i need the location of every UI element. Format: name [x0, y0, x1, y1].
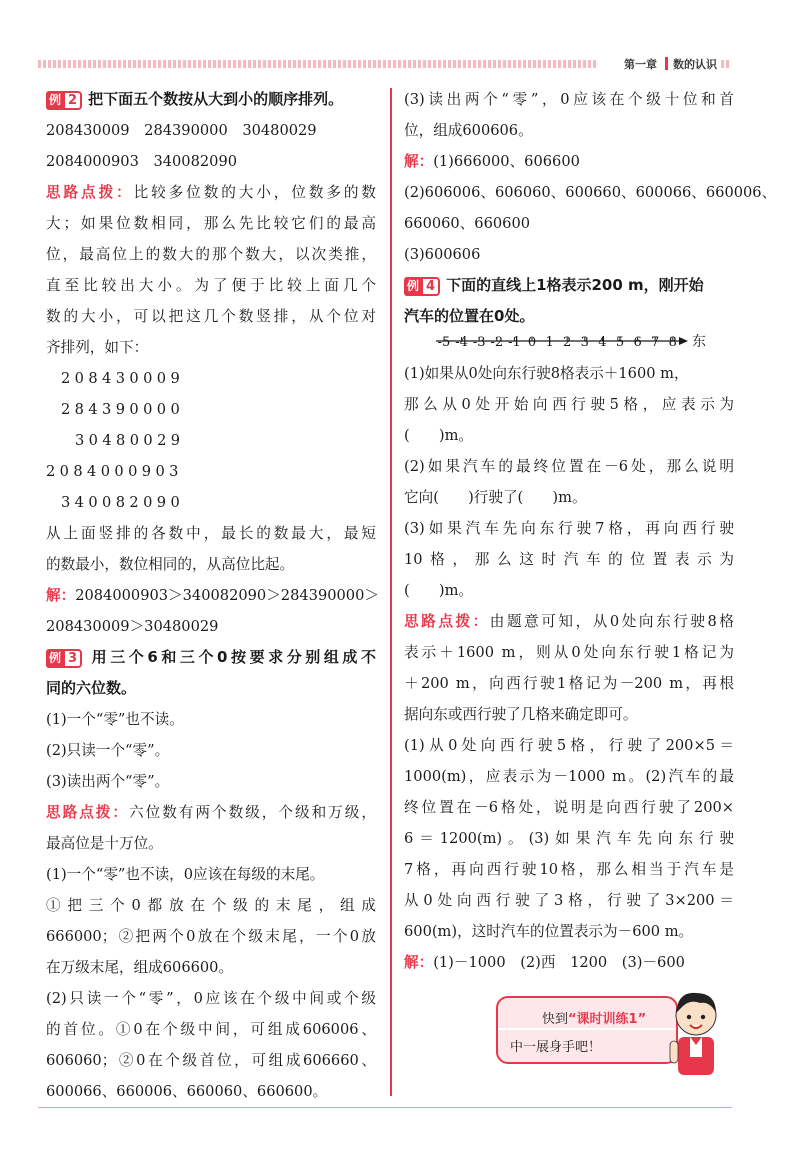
callout-line-2: 中一展身手吧！: [510, 1040, 602, 1055]
answer-label: 解：: [46, 587, 76, 604]
column-number: 2084000903: [46, 463, 183, 480]
tick-label: 7: [651, 335, 660, 350]
hint-line: 7格，再向西行驶10格，那么相当于汽车是: [404, 861, 734, 878]
tick-label: 6: [633, 335, 642, 350]
answer-line: 208430009＞30480029: [46, 618, 219, 635]
answer-line: 解：2084000903＞340082090＞284390000＞: [46, 587, 379, 604]
tick-label: -5: [437, 335, 451, 350]
hint-line: 据向东或西行驶了几格来确定即可。: [404, 706, 638, 723]
header-band: [38, 60, 598, 68]
callout-line-1: 快到“课时训练1”: [542, 1012, 647, 1027]
header-separator: [665, 57, 668, 70]
hint-line: 思路点拨：六位数有两个数级，个级和万级，: [46, 804, 376, 821]
requirement-line: (3)读出两个“零”。: [46, 773, 170, 790]
question-line: (1)如果从0处向东行驶8格表示＋1600 m，: [404, 365, 689, 382]
example-badge: 例 2: [46, 90, 82, 109]
answer-line: 解：(1)－1000 (2)西 1200 (3)－600: [404, 954, 685, 971]
question-line: (2)如果汽车的最终位置在－6处，那么说明: [404, 458, 734, 475]
hint-line: 从0处向西行驶了3格，行驶了3×200＝: [404, 892, 734, 909]
hint-line: 直至比较出大小。为了便于比较上面几个: [46, 277, 376, 294]
answer-label: 解：: [404, 954, 434, 971]
hint-label: 思路点拨：: [46, 184, 134, 201]
answer-line: (2)606006、606060、600660、600066、660006、: [404, 184, 777, 201]
example-4-title: 例 4 下面的直线上1格表示200 m，刚开始: [404, 270, 734, 301]
tick-label: -4: [455, 335, 468, 350]
hint-line: ＋200 m，向西行驶1格记为－200 m，再根: [404, 675, 734, 692]
tick-label: 2: [563, 335, 572, 350]
hint-line: 齐排列，如下：: [46, 339, 149, 356]
column-number: 340082090: [61, 494, 185, 511]
answer-line: 解：(1)666000、606600: [404, 153, 580, 170]
text-line: (3)读出两个“零”，0应该在个级十位和首: [404, 91, 734, 108]
hint-line: 的首位。①0在个级中间，可组成606006、: [46, 1021, 376, 1038]
example-badge: 例 4: [404, 276, 440, 295]
tick-label: -1: [508, 335, 521, 350]
example-3-title: 例 3 用三个6和三个0按要求分别组成不: [46, 642, 376, 673]
tick-label: 1: [545, 335, 554, 350]
hint-line: 思路点拨：由题意可知，从0处向东行驶8格: [404, 613, 734, 630]
question-line: ( )m。: [404, 427, 474, 444]
tick-label: -2: [490, 335, 504, 350]
hint-line: 在万级末尾，组成606600。: [46, 959, 234, 976]
question-line: ( )m。: [404, 582, 474, 599]
hint-line: 6＝1200(m)。(3)如果汽车先向东行驶: [404, 830, 734, 847]
numbers-line: 208430009 284390000 30480029: [46, 122, 317, 139]
practice-callout: [496, 996, 678, 1064]
hint-line: 600(m)，这时汽车的位置表示为－600 m。: [404, 923, 694, 940]
tick-label: 5: [615, 335, 625, 350]
arrow-head: [679, 337, 688, 345]
explanation-line: 的数最小，数位相同的，从高位比起。: [46, 556, 295, 573]
number-line: [404, 332, 734, 358]
hint-line: (1)一个“零”也不读，0应该在每级的末尾。: [46, 866, 325, 883]
hint-label: 思路点拨：: [404, 613, 490, 630]
question-line: 那么从0处开始向西行驶5格，应表示为: [404, 396, 734, 413]
chapter-label: 第一章: [624, 58, 657, 71]
example-2-title: 例 2 把下面五个数按从大到小的顺序排列。: [46, 84, 376, 115]
right-column: [404, 84, 777, 978]
hint-line: 606060；②0在个级首位，可组成606660、: [46, 1052, 376, 1069]
numbers-line: 2084000903 340082090: [46, 153, 238, 170]
column-number: 284390000: [61, 401, 185, 418]
tick-label: 0: [527, 335, 537, 350]
hint-line: ①把三个0都放在个级的末尾，组成: [46, 897, 376, 914]
tick-label: 4: [598, 335, 607, 350]
hint-line: 终位置在－6格处，说明是向西行驶了200×: [404, 799, 734, 816]
hint-line: (2)只读一个“零”，0应该在个级中间或个级: [46, 990, 376, 1007]
hint-line: 表示＋1600 m，则从0处向东行驶1格记为: [404, 644, 734, 661]
hint-line: 600066、660006、660060、660600。: [46, 1083, 328, 1100]
header-band-end: [721, 60, 731, 68]
column-divider: [390, 88, 392, 1096]
question-line: (3)如果汽车先向东行驶7格，再向西行驶: [404, 520, 734, 537]
requirement-line: (1)一个“零”也不读。: [46, 711, 184, 728]
example-3-title: 同的六位数。: [46, 679, 137, 697]
left-column: [46, 84, 379, 1107]
section-label: 数的认识: [673, 58, 717, 71]
callout-divider: [498, 1028, 676, 1030]
text-line: 位，组成600606。: [404, 122, 533, 139]
hint-line: 数的大小，可以把这几个数竖排，从个位对: [46, 308, 376, 325]
question-line: 10格，那么这时汽车的位置表示为: [404, 551, 734, 568]
answer-line: (3)600606: [404, 246, 481, 263]
answer-line: 660060、660600: [404, 215, 531, 232]
tick-label: 8: [668, 335, 677, 350]
hint-line: 大；如果位数相同，那么先比较它们的最高: [46, 215, 376, 232]
question-line: 它向( )行驶了( )m。: [404, 489, 587, 506]
hint-line: 思路点拨：比较多位数的大小，位数多的数: [46, 184, 376, 201]
hint-line: 位，最高位上的数大的那个数大，以次类推，: [46, 246, 376, 263]
number-line-svg: [404, 332, 734, 358]
cartoon-boy-icon: [666, 985, 726, 1077]
requirement-line: (2)只读一个“零”。: [46, 742, 170, 759]
hint-line: 最高位是十万位。: [46, 835, 163, 852]
hint-label: 思路点拨：: [46, 804, 129, 821]
example-4-title: 汽车的位置在0处。: [404, 307, 535, 325]
column-number: 30480029: [75, 432, 185, 449]
bottom-rule: [38, 1107, 732, 1108]
explanation-line: 从上面竖排的各数中，最长的数最大，最短: [46, 525, 376, 542]
hint-line: 1000(m)，应表示为－1000 m。(2)汽车的最: [404, 768, 734, 785]
axis-label: 东: [692, 334, 706, 350]
column-number: 208430009: [61, 370, 185, 387]
example-badge: 例 3: [46, 648, 82, 667]
tick-label: -3: [472, 335, 486, 350]
tick-label: 3: [580, 335, 589, 350]
answer-label: 解：: [404, 153, 434, 170]
hint-line: 666000；②把两个0放在个级末尾，一个0放: [46, 928, 376, 945]
hint-line: (1)从0处向西行驶5格，行驶了200×5＝: [404, 737, 734, 754]
